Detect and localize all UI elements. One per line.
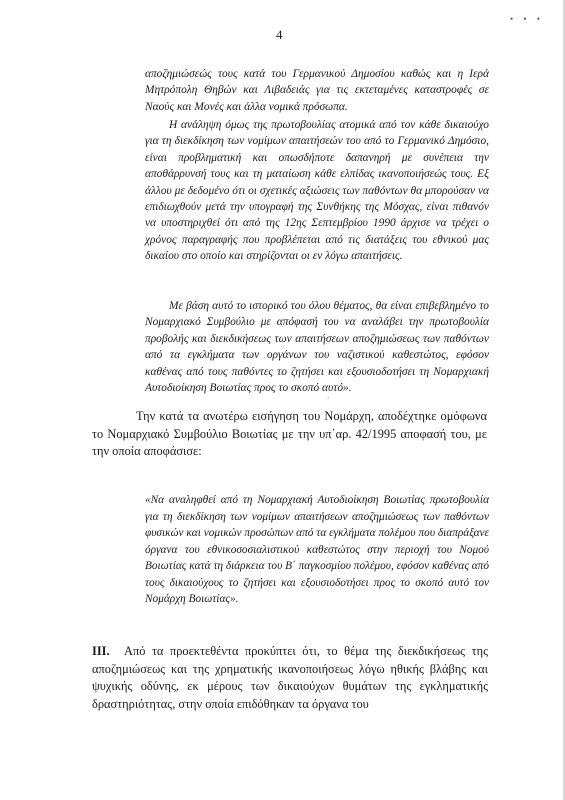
quoted-paragraph-2: Η ανάληψη όμως της πρωτοβουλίας ατομικά από τον κάθε δικαιούχο για τη διεκδίκηση των νομίμων απαιτήσεών του από το Γερμανικό Δημόσιο, είναι προβληματική και οπωσδήποτε δαπανηρή με συνέπεια την αποθάρρυνσή τους και τη ματαίωση κάθε ελπίδας ικανοποιήσεώς τους. Εξ άλλου με δεδομένο ότι οι σχετικές αξιώσεις των παθόντων θα μπορούσαν να επιδιωχθούν μετά την υπογραφή της Συνθήκης της Μόσχας, είναι πιθανόν να υποστηριχθεί ότι από της 12ης Σεπτεμβρίου 1990 άρχισε να τρέχει ο χρόνος παραγραφής που προβλέπεται από τις διατάξεις του εθνικού μας δικαίου στο οποίο και στηρίζονται οι εν λόγω απαιτήσεις. <box>145 119 489 263</box>
stray-mark: ˋ <box>327 396 330 405</box>
decision-paragraph: Την κατά τα ανωτέρω εισήγηση του Νομάρχη, αποδέχτηκε ομόφωνα το Νομαρχιακό Συμβούλιο Βοιωτίας με την υπ΄αρ. 42/1995 αποφασή του, με την οποία αποφάσισε: <box>92 409 487 458</box>
decision-quote: «Να αναληφθεί από τη Νομαρχιακή Αυτοδιοίκηση Βοιωτίας πρωτοβουλία για τη διεκδίκηση των νομίμων απαιτήσεων αποζημιώσεως των παθόντων φυσικών και νομικών προσώπων από τα εγκλήματα πολέμου που διαπράξανε όργανα του εθνικοσοσιαλιστικού καθεστώτος στην περιοχή του Νομού Βοιωτίας κατά τη διάρκεια του Β΄ παγκοσμίου πολέμου, εφόσον καθένας από τους δικαιούχους το ζητήσει και εξουσιοδοτήσει προς το σκοπό αυτό τον Νομάρχη Βοιωτίας». <box>145 494 489 605</box>
section-text: Από τα προεκτεθέντα προκύπτει ότι, το θέμα της διεκδικήσεως της αποζημιώσεως και της χρηματικής ικανοποιήσεως λόγω ηθικής βλάβης και ψυχικής οδύνης, εκ μέρους των δικαιούχων θυμάτων της εγκληματικής δραστηριότητας, στην οποία επιδόθηκαν τα όργανα του <box>92 644 488 711</box>
quoted-paragraph-3: Με βάση αυτό το ιστορικό του όλου θέματος, θα είναι επιβεβλημένο το Νομαρχιακό Συμβούλιο με απόφασή του να αναλάβει την πρωτοβουλία προβολής και διεκδικήσεως των απαιτήσεων αποζημιώσεως των παθόντων από τα εγκλήματα των οργάνων του ναζιστικού καθεστώτος, εφόσον καθένας από τους παθόντες το ζητήσει και εξουσιοδοτήσει τη Νομαρχιακή Αυτοδιοίκηση Βοιωτίας προς το σκοπό αυτό». <box>145 300 489 395</box>
section-three <box>92 643 488 713</box>
section-number: ΙΙΙ. <box>92 644 110 658</box>
corner-marks: • • • <box>510 14 544 24</box>
page-number: 4 <box>276 27 283 42</box>
quoted-paragraph-1: αποζημιώσεώς τους κατά του Γερμανικού Δημοσίου καθώς και η Ιερά Μητρόπολη Θηβών και Λιβαδειάς για τις εκτεταμένες καταστροφές σε Ναούς και Μονές και άλλα νομικά πρόσωπα. <box>145 68 489 113</box>
